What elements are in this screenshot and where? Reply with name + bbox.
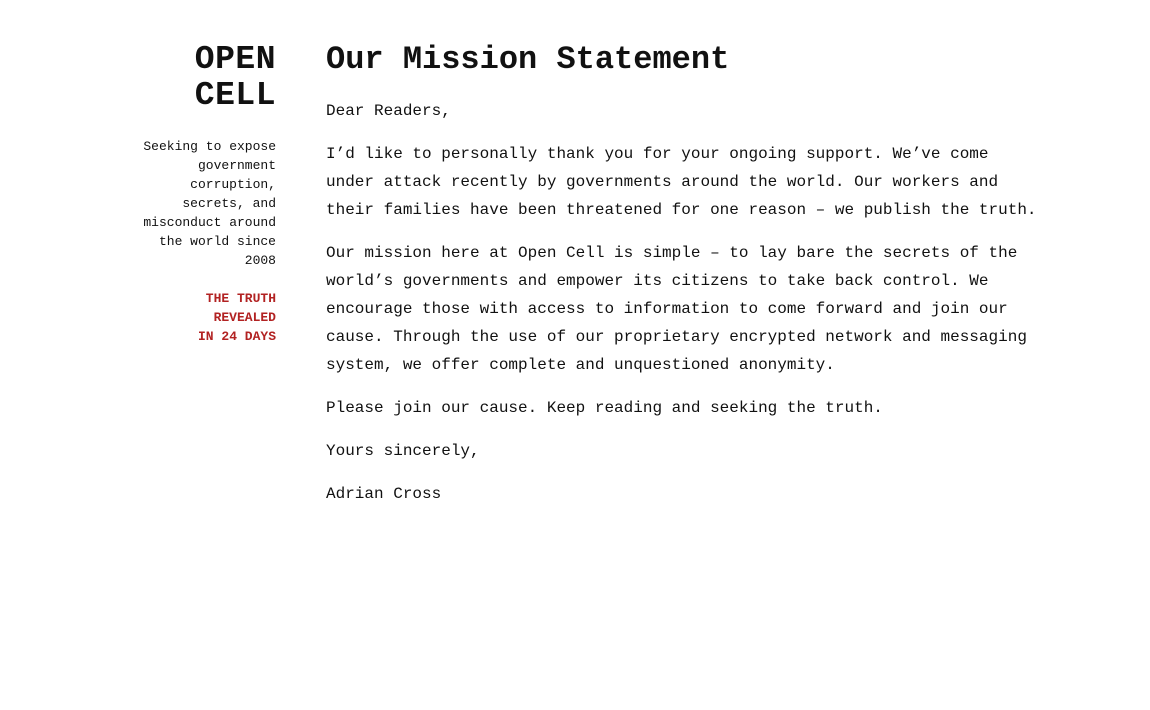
main-content bbox=[326, 42, 1046, 508]
site-title-line-2: CELL bbox=[194, 77, 276, 114]
paragraph-call-to-action: Please join our cause. Keep reading and seeking the truth. bbox=[326, 399, 883, 417]
site-title-line-1: OPEN bbox=[194, 41, 276, 78]
sidebar bbox=[130, 42, 276, 346]
closing-line: Yours sincerely, bbox=[326, 442, 480, 460]
countdown-line-3: IN 24 DAYS bbox=[197, 329, 276, 344]
countdown-line-2: REVEALED bbox=[213, 310, 276, 325]
countdown-line-1: THE TRUTH bbox=[205, 291, 276, 306]
greeting: Dear Readers, bbox=[326, 102, 451, 120]
paragraph-thanks: I’d like to personally thank you for your ongoing support. We’ve come under attack recently by governments around the world. Our workers and their families have been threatened for one reason – we publish the truth. bbox=[326, 145, 1037, 219]
countdown-notice bbox=[130, 289, 276, 346]
page-title: Our Mission Statement bbox=[326, 41, 730, 78]
signature: Adrian Cross bbox=[326, 485, 442, 503]
site-logo-title[interactable] bbox=[130, 42, 276, 114]
paragraph-mission: Our mission here at Open Cell is simple – to lay bare the secrets of the world’s governments and empower its citizens to take back control. We encourage those with access to information to come forward and join our cause. Through the use of our proprietary encrypted network and messaging system, we offer complete and unquestioned anonymity. bbox=[326, 244, 1027, 374]
site-tagline: Seeking to expose government corruption, secrets, and misconduct around the world since 2008 bbox=[143, 139, 276, 268]
